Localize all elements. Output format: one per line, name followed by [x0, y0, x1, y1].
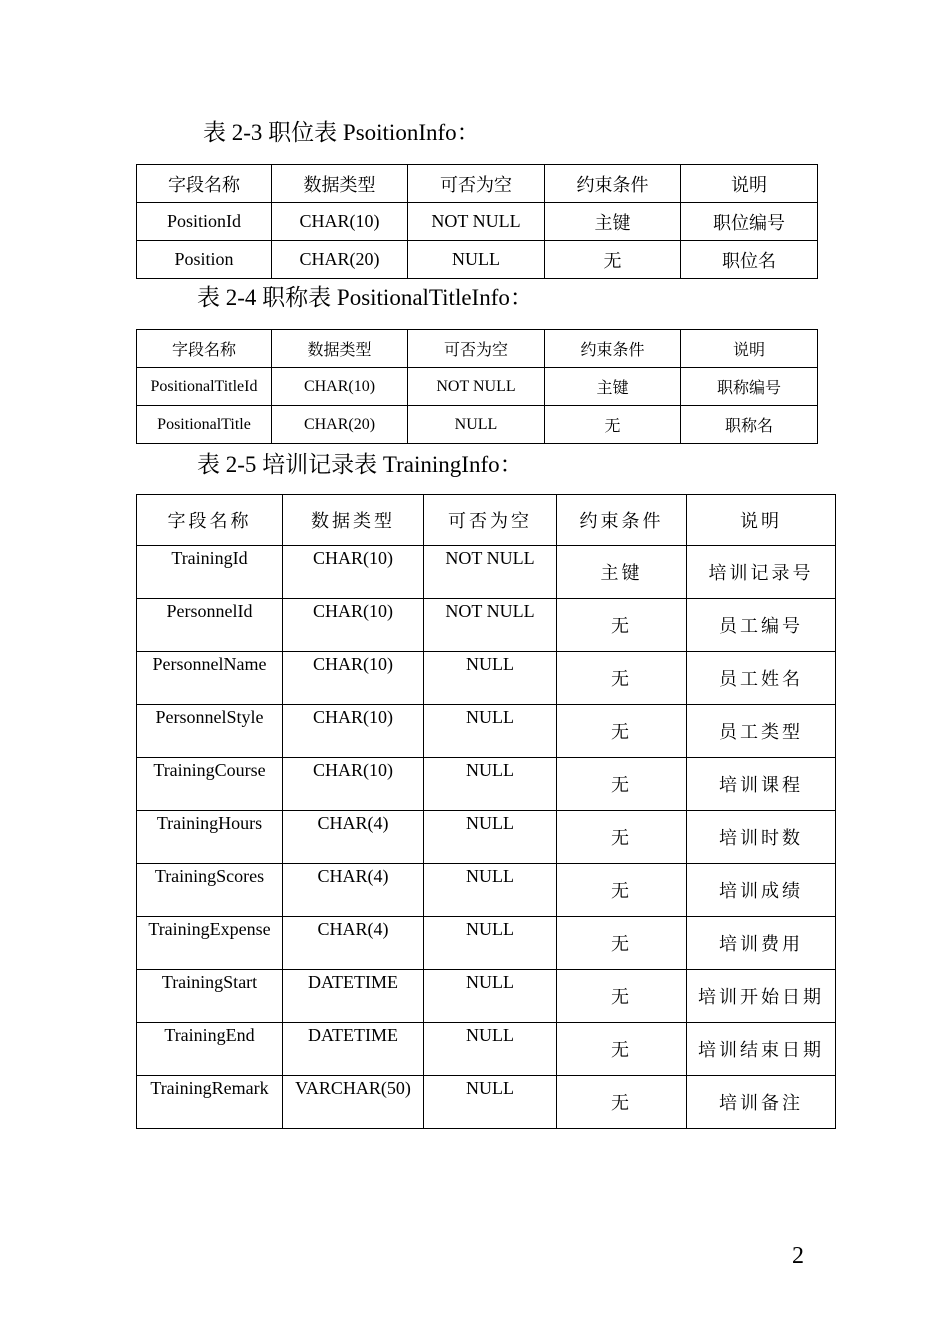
table-cell: 培训费用	[687, 917, 836, 970]
table-row	[137, 917, 836, 970]
table-row	[137, 652, 836, 705]
table-cell: NULL	[408, 241, 545, 279]
table-row	[137, 241, 818, 279]
header-cell: 约束条件	[557, 495, 687, 546]
header-cell: 字段名称	[137, 330, 272, 368]
header-cell: 约束条件	[545, 330, 681, 368]
table-cell: 无	[557, 864, 687, 917]
table-cell: CHAR(10)	[283, 599, 424, 652]
table-cell: TrainingHours	[137, 811, 283, 864]
table-row	[137, 1023, 836, 1076]
table-cell: 职称编号	[681, 368, 818, 406]
table-cell: 职位名	[681, 241, 818, 279]
table-cell: CHAR(10)	[272, 368, 408, 406]
header-cell: 说明	[681, 330, 818, 368]
table-cell: 员工类型	[687, 705, 836, 758]
table-header-row	[137, 330, 818, 368]
table-cell: 无	[557, 705, 687, 758]
table-cell: 无	[557, 1023, 687, 1076]
table-cell: NULL	[424, 1076, 557, 1129]
table-cell: Position	[137, 241, 272, 279]
table-cell: 无	[557, 917, 687, 970]
header-cell: 数据类型	[272, 330, 408, 368]
table-cell: 培训记录号	[687, 546, 836, 599]
table-cell: TrainingCourse	[137, 758, 283, 811]
table-row	[137, 705, 836, 758]
table-cell: 培训开始日期	[687, 970, 836, 1023]
table-cell: 主键	[557, 546, 687, 599]
table-cell: CHAR(4)	[283, 917, 424, 970]
table-cell: 培训课程	[687, 758, 836, 811]
table-cell: 培训结束日期	[687, 1023, 836, 1076]
table-cell: 职位编号	[681, 203, 818, 241]
table-cell: NULL	[424, 811, 557, 864]
table-row	[137, 1076, 836, 1129]
table-cell: 无	[557, 1076, 687, 1129]
header-cell: 说明	[681, 165, 818, 203]
table-cell: 培训成绩	[687, 864, 836, 917]
positional-title-info-table	[136, 329, 818, 444]
table-2-5-caption: 表 2-5 培训记录表 TrainingInfo：	[197, 452, 523, 477]
page-number: 2	[792, 1243, 804, 1269]
table-cell: 无	[557, 811, 687, 864]
table-cell: 员工姓名	[687, 652, 836, 705]
table-cell: NULL	[424, 917, 557, 970]
table-cell: CHAR(20)	[272, 406, 408, 444]
header-cell: 可否为空	[408, 330, 545, 368]
table-cell: TrainingExpense	[137, 917, 283, 970]
table-cell: PositionalTitle	[137, 406, 272, 444]
table-cell: TrainingScores	[137, 864, 283, 917]
table-cell: 培训时数	[687, 811, 836, 864]
table-row	[137, 864, 836, 917]
table-row	[137, 203, 818, 241]
header-cell: 可否为空	[424, 495, 557, 546]
table-cell: CHAR(10)	[283, 758, 424, 811]
table-cell: NULL	[408, 406, 545, 444]
table-cell: 无	[557, 652, 687, 705]
table-row	[137, 758, 836, 811]
header-cell: 数据类型	[283, 495, 424, 546]
table-cell: DATETIME	[283, 970, 424, 1023]
position-info-table	[136, 164, 818, 279]
table-cell: TrainingStart	[137, 970, 283, 1023]
table-cell: 无	[557, 758, 687, 811]
table-cell: TrainingEnd	[137, 1023, 283, 1076]
header-cell: 约束条件	[545, 165, 681, 203]
table-cell: 主键	[545, 203, 681, 241]
table-cell: 职称名	[681, 406, 818, 444]
table-cell: TrainingRemark	[137, 1076, 283, 1129]
table-cell: NULL	[424, 1023, 557, 1076]
table-cell: CHAR(10)	[283, 546, 424, 599]
table-cell: 员工编号	[687, 599, 836, 652]
table-cell: CHAR(10)	[283, 652, 424, 705]
table-cell: CHAR(20)	[272, 241, 408, 279]
table-cell: CHAR(10)	[272, 203, 408, 241]
table-cell: NOT NULL	[424, 599, 557, 652]
header-cell: 数据类型	[272, 165, 408, 203]
table-row	[137, 406, 818, 444]
table-row	[137, 811, 836, 864]
table-2-3-caption: 表 2-3 职位表 PsoitionInfo：	[203, 120, 480, 145]
table-cell: NULL	[424, 864, 557, 917]
table-cell: PositionalTitleId	[137, 368, 272, 406]
header-cell: 说明	[687, 495, 836, 546]
header-cell: 字段名称	[137, 165, 272, 203]
table-cell: PositionId	[137, 203, 272, 241]
table-cell: 无	[557, 599, 687, 652]
table-cell: CHAR(4)	[283, 811, 424, 864]
table-cell: PersonnelStyle	[137, 705, 283, 758]
training-info-table	[136, 494, 836, 1129]
table-2-4-caption: 表 2-4 职称表 PositionalTitleInfo：	[197, 285, 533, 310]
table-cell: NOT NULL	[424, 546, 557, 599]
table-cell: NULL	[424, 758, 557, 811]
table-cell: VARCHAR(50)	[283, 1076, 424, 1129]
table-cell: 主键	[545, 368, 681, 406]
table-cell: PersonnelName	[137, 652, 283, 705]
table-row	[137, 368, 818, 406]
table-cell: NOT NULL	[408, 368, 545, 406]
header-cell: 字段名称	[137, 495, 283, 546]
table-row	[137, 546, 836, 599]
table-cell: 培训备注	[687, 1076, 836, 1129]
table-cell: TrainingId	[137, 546, 283, 599]
table-row	[137, 599, 836, 652]
table-cell: DATETIME	[283, 1023, 424, 1076]
table-header-row	[137, 165, 818, 203]
table-cell: NULL	[424, 970, 557, 1023]
table-cell: CHAR(10)	[283, 705, 424, 758]
table-cell: 无	[557, 970, 687, 1023]
table-cell: NOT NULL	[408, 203, 545, 241]
table-cell: 无	[545, 406, 681, 444]
table-cell: NULL	[424, 652, 557, 705]
table-row	[137, 970, 836, 1023]
table-cell: 无	[545, 241, 681, 279]
table-header-row	[137, 495, 836, 546]
header-cell: 可否为空	[408, 165, 545, 203]
table-cell: PersonnelId	[137, 599, 283, 652]
table-cell: NULL	[424, 705, 557, 758]
table-cell: CHAR(4)	[283, 864, 424, 917]
